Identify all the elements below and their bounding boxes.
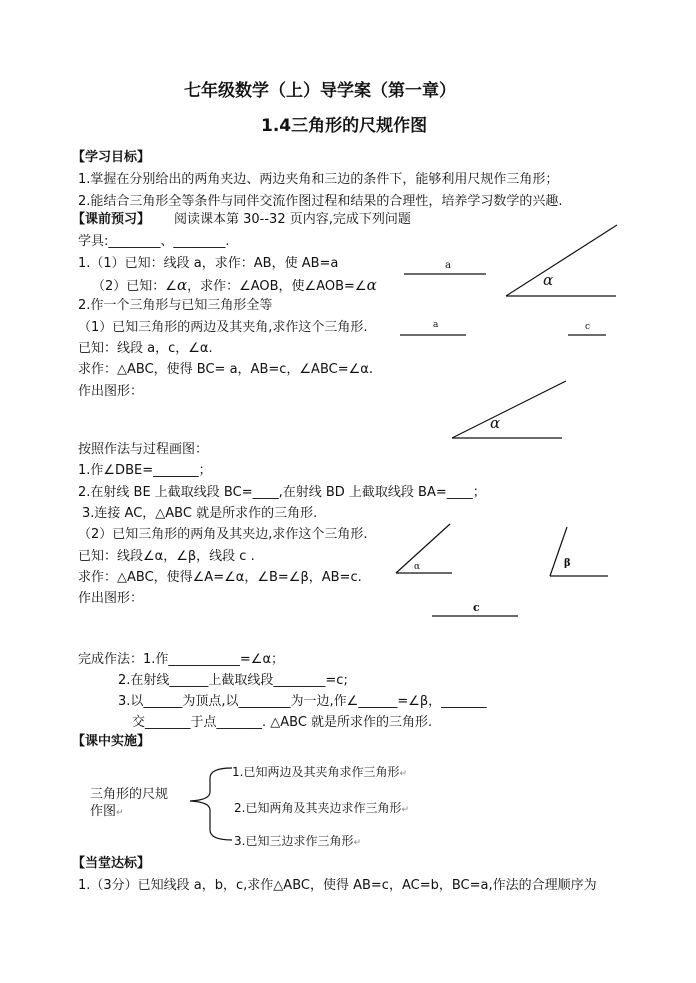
assessment-question-1: 1.（3分）已知线段 a，b，c,求作△ABC，使得 AB=c，AC=b，BC=a,作法的合理顺序为 [78, 878, 597, 893]
assessment-heading: 【当堂达标】 [72, 856, 151, 871]
implementation-heading: 【课中实施】 [72, 734, 151, 749]
step-3: 3.连接 AC，△ABC 就是所求作的三角形. [82, 506, 318, 521]
angle-beta-label: β [564, 558, 571, 569]
given-1: 已知：线段 a，c，∠α. [78, 341, 213, 356]
method-step-4: 交_______于点_______. △ABC 就是所求作的三角形. [132, 715, 433, 730]
diagram-branch-1: 1.已知两边及其夹角求作三角形↵ [232, 765, 407, 779]
question-2-part-2: （2）已知三角形的两角及其夹边,求作这个三角形. [78, 527, 368, 542]
given-2: 已知：线段∠α，∠β，线段 c . [78, 549, 255, 564]
step-1: 1.作∠DBE=_______； [78, 463, 212, 478]
find-1: 求作：△ABC，使得 BC= a，AB=c，∠ABC=∠α. [78, 362, 373, 377]
draw-figure-1: 作出图形： [78, 384, 144, 399]
find-2: 求作：△ABC，使得∠A=∠α，∠B=∠β，AB=c. [78, 570, 362, 585]
angle-alpha-label: α [543, 271, 554, 289]
alpha-symbol: α [176, 276, 188, 294]
method-step-1: 完成作法：1.作___________=∠α； [78, 652, 285, 667]
preview-instruction: 阅读课本第 30--32 页内容,完成下列问题 [174, 212, 411, 227]
small-angle-alpha-ray [396, 524, 450, 573]
angle-alpha-label-2: α [490, 414, 501, 432]
paragraph-mark: ↵ [399, 769, 407, 779]
diagram-root-line-1: 三角形的尺规 [90, 787, 169, 802]
objective-item-1: 1.掌握在分别给出的两角夹边、两边夹角和三边的条件下，能够利用尺规作三角形； [78, 172, 559, 187]
alpha-symbol: α [366, 276, 377, 294]
angle-alpha-ray-2 [452, 381, 566, 438]
objective-item-2: 2.能结合三角形全等条件与同伴交流作图过程和结果的合理性，培养学习数学的兴趣. [78, 194, 563, 209]
angle-alpha-ray [506, 225, 617, 296]
question-2: 2.作一个三角形与已知三角形全等 [78, 298, 273, 313]
section-title: 1.4三角形的尺规作图 [261, 116, 428, 136]
diagram-root-line-2: 作图 [90, 804, 117, 819]
paragraph-mark: ↵ [116, 808, 124, 818]
segment-a-label-2: a [433, 320, 439, 330]
step-2: 2.在射线 BE 上截取线段 BC=____,在射线 BD 上截取线段 BA=____； [78, 485, 486, 500]
method-step-2: 2.在射线______上截取线段________=c; [118, 673, 348, 688]
diagram-branch-2: 2.已知两角及其夹边求作三角形↵ [234, 801, 409, 815]
segment-c-label-2: c [473, 601, 480, 614]
paragraph-mark: ↵ [353, 838, 361, 848]
tools-line: 学具:________、________. [78, 234, 230, 249]
segment-c-label: c [585, 322, 591, 332]
method-step-3: 3.以______为顶点,以________为一边,作∠______=∠β，_______ [118, 694, 487, 709]
segment-a-label: a [445, 260, 451, 271]
diagram-branch-3: 3.已知三边求作三角形↵ [234, 834, 361, 848]
objectives-heading: 【学习目标】 [72, 150, 151, 165]
paragraph-mark: ↵ [401, 805, 409, 815]
question-1b-prefix: （2）已知：∠ [92, 279, 177, 294]
question-2-part-1: （1）已知三角形的两边及其夹角,求作这个三角形. [78, 320, 368, 335]
preview-heading: 【课前预习】 [72, 212, 151, 227]
diagram-brace [190, 768, 232, 840]
question-1a: 1.（1）已知：线段 a，求作：AB，使 AB=a [78, 256, 339, 271]
small-angle-alpha-label: α [414, 562, 421, 572]
draw-figure-2: 作出图形： [78, 591, 144, 606]
question-1b-middle: ，求作：∠AOB，使∠AOB=∠ [187, 279, 367, 294]
steps-title: 按照作法与过程画图： [78, 442, 209, 457]
document-title: 七年级数学（上）导学案（第一章） [184, 81, 456, 101]
